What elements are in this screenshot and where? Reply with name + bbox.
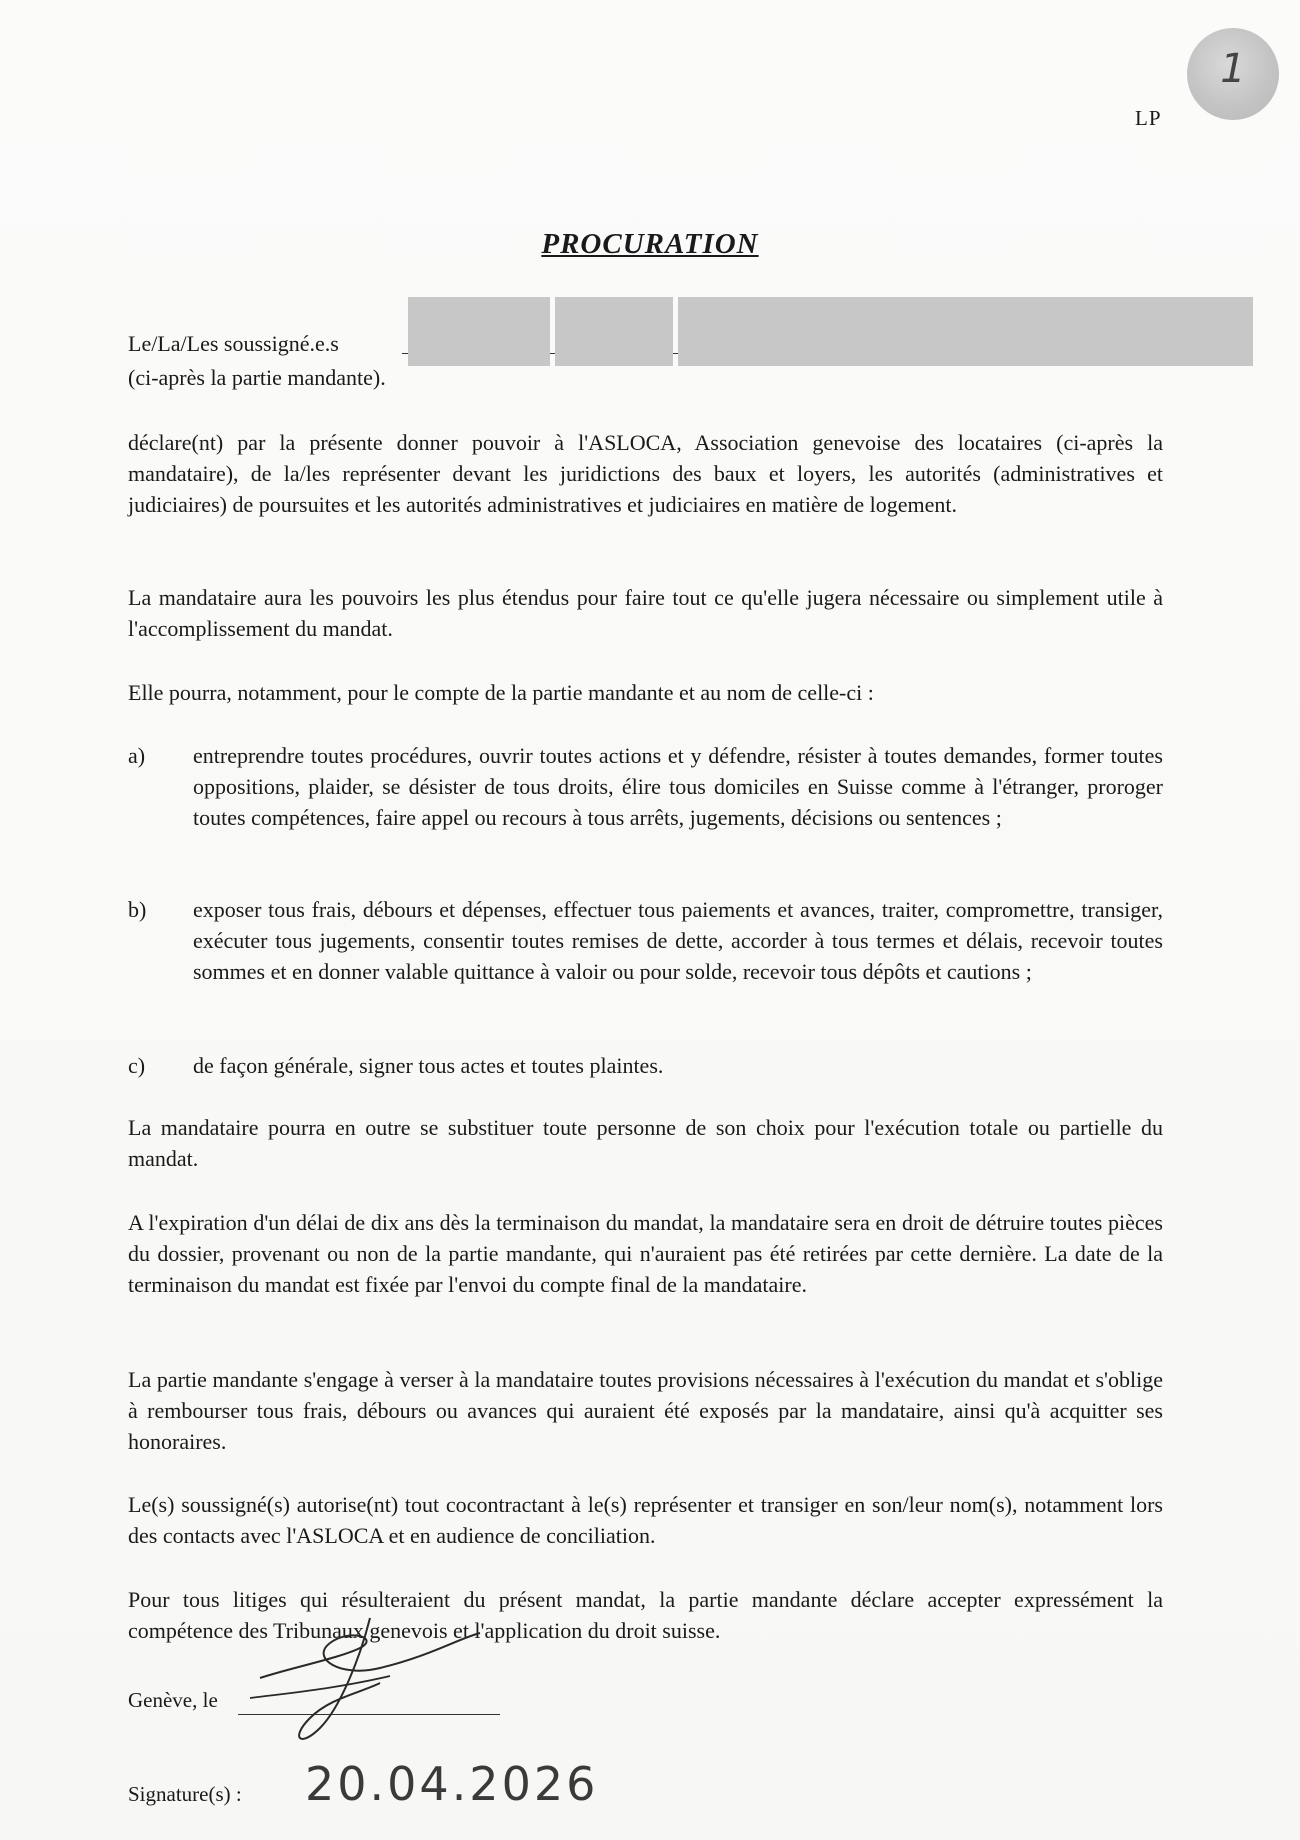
page-number: 1 (1220, 46, 1246, 92)
paragraph-substitution: La mandataire pourra en outre se substituer toute personne de son choix pour l'exécution totale ou partielle du mandat. (128, 1115, 1163, 1171)
redaction-block (408, 297, 550, 366)
handwritten-signature (230, 1598, 530, 1768)
page-number-stamp (1187, 28, 1279, 120)
header-initials: LP (1135, 106, 1162, 130)
party-suffix: (ci-après la partie mandante). (128, 365, 386, 390)
list-text: entreprendre toutes procédures, ouvrir toutes actions et y défendre, résister à toutes demandes, former toutes oppositions, plaider, se désister de tous droits, élire tous domiciles en Suisse comme à l'étranger, proroger toutes compétences, faire appel ou recours à tous arrêts, jugements, décisions ou sentences ; (193, 743, 1163, 830)
list-text: de façon générale, signer tous actes et toutes plaintes. (193, 1053, 664, 1078)
paragraph-mandate: déclare(nt) par la présente donner pouvoir à l'ASLOCA, Association genevoise des locataires (ci-après la mandataire), de la/les représenter devant les juridictions des baux et loyers, les autorités (administratives et judiciaires) de poursuites et les autorités administratives et judiciaires en matière de logement. (128, 430, 1163, 517)
signature-label: Signature(s) : (128, 1782, 242, 1806)
document-title: PROCURATION (541, 228, 759, 260)
list-marker: b) (128, 897, 147, 922)
handwritten-date: 20.04.2026 (305, 1757, 599, 1811)
party-label: Le/La/Les soussigné.e.s (128, 331, 339, 356)
place-label: Genève, le (128, 1688, 218, 1712)
paragraph-powers: La mandataire aura les pouvoirs les plus étendus pour faire tout ce qu'elle jugera nécessaire ou simplement utile à l'accomplissement du mandat. (128, 585, 1163, 641)
list-marker: a) (128, 743, 146, 768)
list-marker: c) (128, 1053, 146, 1078)
redaction-block (678, 297, 1253, 366)
paragraph-cocontractant: Le(s) soussigné(s) autorise(nt) tout cocontractant à le(s) représenter et transiger en son/leur nom(s), notamment lors des contacts avec l'ASLOCA et en audience de conciliation. (128, 1492, 1163, 1548)
paragraph-jurisdiction: Pour tous litiges qui résulteraient du présent mandat, la partie mandante déclare accepter expressément la compétence des Tribunaux genevois et l'application du droit suisse. (128, 1587, 1163, 1643)
paragraph-expiration: A l'expiration d'un délai de dix ans dès la terminaison du mandat, la mandataire sera en droit de détruire toutes pièces du dossier, provenant ou non de la partie mandante, qui n'auraient pas été retirées par cette dernière. La date de la terminaison du mandat est fixée par l'envoi du compte final de la mandataire. (128, 1210, 1163, 1297)
paragraph-provisions: La partie mandante s'engage à verser à la mandataire toutes provisions nécessaires à l'exécution du mandat et s'oblige à rembourser tous frais, débours ou avances qui auraient été exposés par la mandataire, ainsi qu'à acquitter ses honoraires. (128, 1367, 1163, 1454)
paragraph-notamment: Elle pourra, notamment, pour le compte de la partie mandante et au nom de celle-ci : (128, 680, 874, 705)
list-text: exposer tous frais, débours et dépenses, effectuer tous paiements et avances, traiter, compromettre, transiger, exécuter tous jugements, consentir toutes remises de dette, accorder à tous termes et délais, recevoir toutes sommes et en donner valable quittance à valoir ou pour solde, recevoir tous dépôts et cautions ; (193, 897, 1163, 984)
redaction-block (555, 297, 673, 366)
